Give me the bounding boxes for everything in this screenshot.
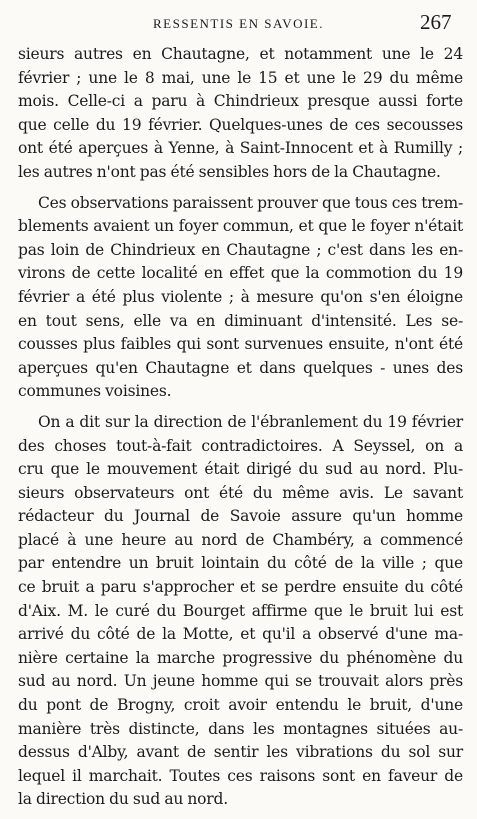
text-line: arrivé du côté de la Motte, et qu'il a observé d'une ma- <box>18 625 463 644</box>
text-line: sud au nord. Un jeune homme qui se trouvait alors près <box>18 672 463 691</box>
text-line: manière très distincte, dans les montagnes situées au- <box>18 719 463 738</box>
text-line: que celle du 19 février. Quelques-unes de ces secousses <box>18 115 463 134</box>
text-line: février ; une le 8 mai, une le 15 et une le 29 du même <box>18 68 463 87</box>
text-line: cru que le mouvement était dirigé du sud au nord. Plu- <box>18 460 463 479</box>
running-head <box>0 10 477 40</box>
text-line: lequel il marchait. Toutes ces raisons sont en faveur de <box>18 766 463 785</box>
text-line: dessus d'Alby, avant de sentir les vibrations du sol sur <box>18 743 463 762</box>
text-line: les autres n'ont pas été sensibles hors de la Chautagne. <box>18 162 441 181</box>
text-line: février a été plus violente ; à mesure qu'on s'en éloigne <box>18 287 463 306</box>
text-line: aperçues qu'en Chautagne et dans quelques - unes des <box>18 358 463 377</box>
text-line: ont été aperçues à Yenne, à Saint-Innocent et à Rumilly ; <box>18 139 463 158</box>
text-line: communes voisines. <box>18 382 172 401</box>
page-number: 267 <box>420 10 452 34</box>
text-line: sieurs observateurs ont été du même avis. Le savant <box>18 483 463 502</box>
running-title: RESSENTIS EN SAVOIE. <box>153 16 324 31</box>
text-line: en tout sens, elle va en diminuant d'intensité. Les se- <box>18 311 463 330</box>
text-line: la direction du sud au nord. <box>18 790 228 809</box>
text-line: d'Aix. M. le curé du Bourget affirme que le bruit lui est <box>18 601 463 620</box>
text-line: par entendre un bruit lointain du côté de la ville ; que <box>18 554 463 573</box>
text-line: cousses plus faibles qui sont survenues ensuite, n'ont été <box>18 335 463 354</box>
text-line: ce bruit a paru s'approcher et se perdre ensuite du côté <box>18 578 463 597</box>
text-line: du pont de Brogny, croit avoir entendu le bruit, d'une <box>18 696 463 715</box>
text-line: sieurs autres en Chautagne, et notamment une le 24 <box>18 45 463 63</box>
body-text <box>18 43 463 812</box>
text-line: rédacteur du Journal de Savoie assure qu'un homme <box>18 507 463 526</box>
text-line: On a dit sur la direction de l'ébranlement du 19 février <box>38 412 463 431</box>
text-line: virons de cette localité en effet que la commotion du 19 <box>18 264 463 283</box>
text-line: Ces observations paraissent prouver que tous ces trem- <box>38 193 463 212</box>
text-line: blements avaient un foyer commun, et que le foyer n'était <box>18 217 463 236</box>
text-line: des choses tout-à-fait contradictoires. A Seyssel, on a <box>18 436 463 455</box>
text-line: pas loin de Chindrieux en Chautagne ; c'est dans les en- <box>18 240 463 259</box>
text-line: nière certaine la marche progressive du phénomène du <box>18 648 463 667</box>
text-line: mois. Celle-ci a paru à Chindrieux presque aussi forte <box>18 92 463 111</box>
text-line: placé à une heure au nord de Chambéry, a commencé <box>18 530 463 549</box>
